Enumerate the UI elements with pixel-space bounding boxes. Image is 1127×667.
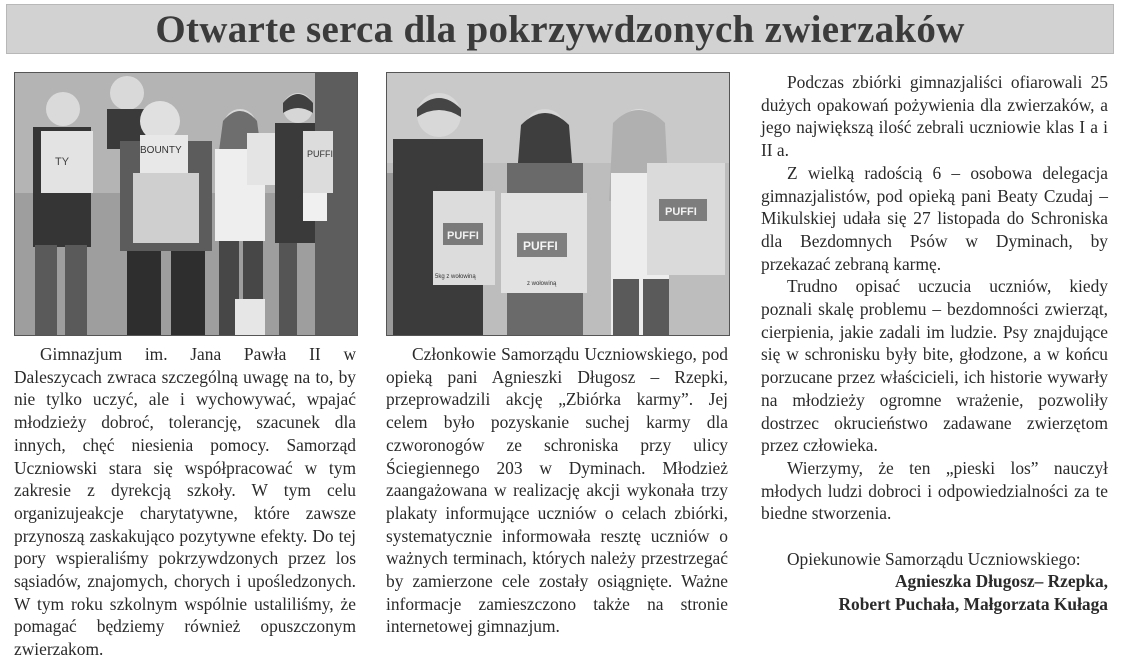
paragraph: Z wielką radością 6 – osobowa delegacja gimnazjalistów, pod opieką pani Beaty Czudaj – Mikulskiej udała się 27 listopada do Schroniska dla Bezdomnych Psów w Dyminach, by przekazać zebraną karmę. — [761, 162, 1108, 274]
paragraph: Gimnazjum im. Jana Pawła II w Daleszycach zwraca szczególną uwagę na to, by nie tylko uczyć, ale i wychowywać, wpajać młodzieży dobroć, tolerancję, szacunek dla innych, chęć niesienia pomocy. Samorząd Uczniowski stara się współpracować w tym zakresie z dyrekcją szkoły. W tym celu organizujeakcje charytatywne, które zawsze przynoszą zaskakująco pozytywne efekty. Do tej pory wspieraliśmy pokrzywdzonych przez los sąsiadów, znajomych, chorych i upośledzonych. W tym roku szkolnym wspólnie ustaliliśmy, że pomagać będziemy również opuszczonym zwierzakom. — [14, 344, 356, 660]
signature-line-1: Agnieszka Długosz– Rzepka, — [894, 571, 1108, 592]
bag-label-1: TY — [55, 156, 70, 168]
paragraph: Podczas zbiórki gimnazjaliści ofiarowali 25 dużych opakowań pożywienia dla zwierzaków, a jego największą ilość zebrali uczniowie klas I a i II a. — [761, 72, 1108, 161]
paragraph: Wierzymy, że ten „pieski los” nauczył młodych ludzi dobroci i odpowiedzialności za te biedne stworzenia. — [761, 457, 1108, 524]
column-3 — [761, 71, 1108, 616]
photo-students-collection — [14, 72, 358, 336]
paragraph: Trudno opisać uczucia uczniów, kiedy poznali skalę problemu – bezdomności zwierząt, cierpienia, jakie zadali im ludzie. Psy znajdujące się w schronisku były bite, głodzone, a w końcu porzucane przez właścicieli, ich historie wywarły na młodzieży ogromne wrażenie, pozwoliły dostrzec okrucieństwo zadawane zwierzętom przez człowieka. — [761, 276, 1108, 456]
paragraph: Członkowie Samorządu Uczniowskiego, pod opieką pani Agnieszki Długosz – Rzepki, przeprowadzili akcję „Zbiórka karmy”. Jej celem było pozyskanie suchej karmy dla czworonogów ze schroniska przy ulicy Ściegiennego 203 w Dyminach. Młodzież zaangażowana w realizację akcji wykonała trzy plakaty informujące uczniów o celach zbiórki, systematycznie informowała resztę uczniów o ważnych terminach, których należy przestrzegać by zamierzone cele zostały osiągnięte. Ważne informacje zamieszczono także na stronie internetowej gimnazjum. — [386, 344, 728, 637]
signature-line-2: Robert Puchała, Małgorzata Kułaga — [838, 594, 1108, 615]
column-2 — [386, 343, 728, 638]
photo-council-members — [386, 72, 730, 336]
bag-label-3: PUFFI — [307, 149, 333, 159]
bag-label-6: PUFFI — [665, 206, 697, 218]
bag-label-5: PUFFI — [523, 239, 558, 253]
closing-line: Opiekunowie Samorządu Uczniowskiego: — [787, 548, 1081, 569]
column-1 — [14, 343, 356, 661]
bag-label-2: BOUNTY — [140, 145, 182, 156]
bag-label-4: PUFFI — [447, 230, 479, 242]
article-title: Otwarte serca dla pokrzywdzonych zwierzaków — [6, 4, 1114, 54]
bag-subtext-2: z wołowiną — [527, 281, 557, 287]
bag-subtext-1: 5kg z wołowiną — [435, 274, 476, 280]
